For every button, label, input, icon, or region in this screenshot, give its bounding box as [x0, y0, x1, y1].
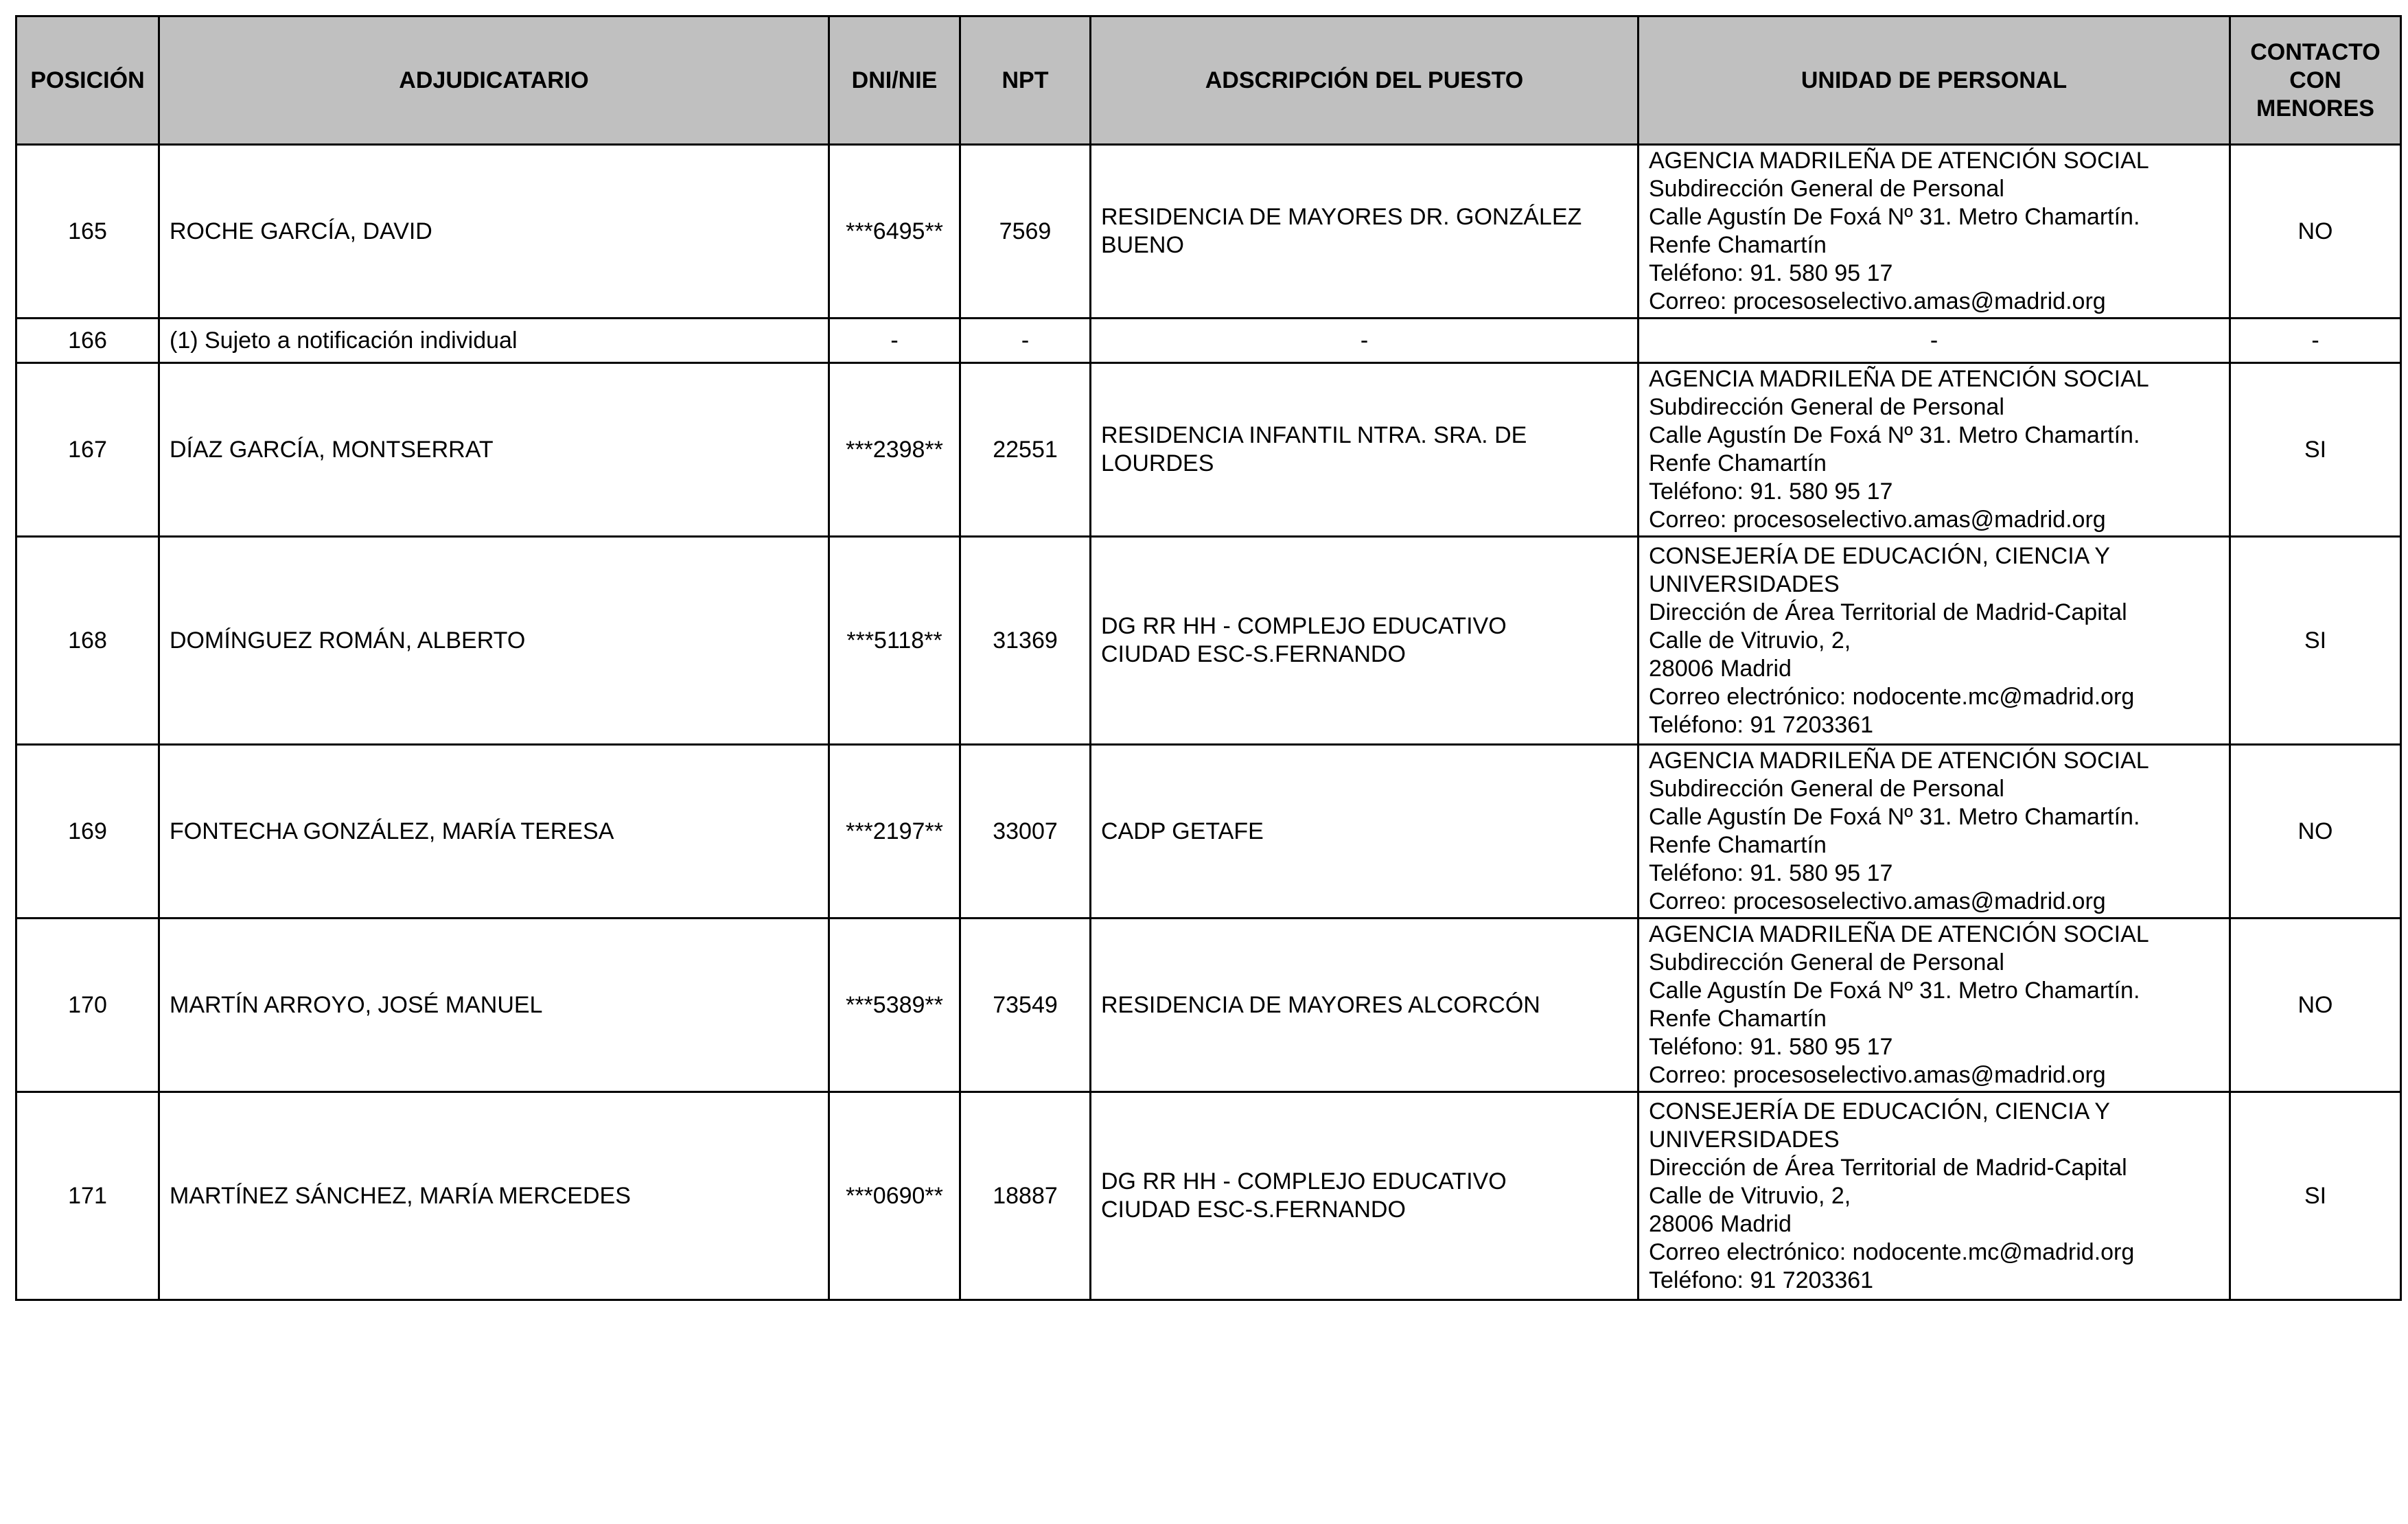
cell-line: Teléfono: 91 7203361: [1649, 711, 1874, 738]
cell-unidad: [1639, 919, 2230, 1092]
cell-line: Correo: procesoselectivo.amas@madrid.org: [1649, 288, 2106, 314]
cell-adjudicatario: (1) Sujeto a notificación individual: [159, 319, 829, 363]
table-row: [16, 363, 2401, 537]
cell-line: Calle de Vitruvio, 2,: [1649, 1182, 1851, 1209]
header-dni: DNI/NIE: [829, 16, 960, 145]
cell-posicion: 166: [16, 319, 159, 363]
cell-npt: 18887: [960, 1092, 1091, 1300]
cell-lines: [1101, 1168, 1628, 1224]
cell-line: Renfe Chamartín: [1649, 450, 1827, 476]
cell-contacto: NO: [2230, 745, 2401, 919]
cell-dni: ***2197**: [829, 745, 960, 919]
table-row: [16, 537, 2401, 745]
table-body: [16, 145, 2401, 1300]
cell-line: DG RR HH - COMPLEJO EDUCATIVO: [1101, 1168, 1507, 1194]
header-adjudicatario: ADJUDICATARIO: [159, 16, 829, 145]
cell-line: Dirección de Área Territorial de Madrid-Capital: [1649, 1154, 2127, 1181]
cell-line: Subdirección General de Personal: [1649, 949, 2004, 975]
cell-adscripcion: [1091, 1092, 1639, 1300]
table-row: [16, 919, 2401, 1092]
table-row: [16, 145, 2401, 319]
cell-line: Correo electrónico: nodocente.mc@madrid.org: [1649, 1238, 2135, 1265]
cell-adscripcion: [1091, 919, 1639, 1092]
cell-line: RESIDENCIA DE MAYORES DR. GONZÁLEZ: [1101, 204, 1582, 230]
header-contacto-line: CONTACTO: [2250, 38, 2381, 65]
cell-line: AGENCIA MADRILEÑA DE ATENCIÓN SOCIAL: [1649, 748, 2149, 774]
cell-line: UNIVERSIDADES: [1649, 570, 1840, 597]
header-row: [16, 16, 2401, 145]
cell-lines: [1101, 203, 1628, 259]
cell-line: Teléfono: 91 7203361: [1649, 1267, 1874, 1293]
cell-adjudicatario: ROCHE GARCÍA, DAVID: [159, 145, 829, 319]
cell-npt: 33007: [960, 745, 1091, 919]
cell-adscripcion: [1091, 319, 1639, 363]
cell-posicion: 170: [16, 919, 159, 1092]
header-contacto: [2230, 16, 2401, 145]
cell-line: AGENCIA MADRILEÑA DE ATENCIÓN SOCIAL: [1649, 921, 2149, 947]
cell-unidad: [1639, 537, 2230, 745]
cell-contacto: NO: [2230, 919, 2401, 1092]
table-row: [16, 319, 2401, 363]
cell-dni: ***2398**: [829, 363, 960, 537]
cell-line: BUENO: [1101, 232, 1184, 258]
cell-adjudicatario: DOMÍNGUEZ ROMÁN, ALBERTO: [159, 537, 829, 745]
cell-line: UNIVERSIDADES: [1649, 1126, 1840, 1153]
header-contacto-line: MENORES: [2256, 95, 2374, 122]
cell-line: Correo: procesoselectivo.amas@madrid.org: [1649, 507, 2106, 533]
cell-adjudicatario: MARTÍN ARROYO, JOSÉ MANUEL: [159, 919, 829, 1092]
cell-lines: [1649, 1098, 2219, 1295]
cell-lines: [1101, 818, 1628, 846]
cell-lines: [1101, 612, 1628, 669]
cell-line: DG RR HH - COMPLEJO EDUCATIVO: [1101, 613, 1507, 639]
cell-unidad: [1639, 745, 2230, 919]
cell-line: Teléfono: 91. 580 95 17: [1649, 260, 1893, 286]
cell-line: RESIDENCIA DE MAYORES ALCORCÓN: [1101, 991, 1540, 1018]
cell-lines: [1101, 422, 1628, 478]
cell-npt: 73549: [960, 919, 1091, 1092]
cell-line: Teléfono: 91. 580 95 17: [1649, 1034, 1893, 1060]
cell-adscripcion: [1091, 537, 1639, 745]
cell-lines: [1649, 147, 2219, 316]
cell-lines: [1101, 991, 1628, 1019]
cell-adjudicatario: DÍAZ GARCÍA, MONTSERRAT: [159, 363, 829, 537]
cell-line: Teléfono: 91. 580 95 17: [1649, 478, 1893, 505]
table-row: [16, 745, 2401, 919]
header-npt: NPT: [960, 16, 1091, 145]
cell-line: Subdirección General de Personal: [1649, 776, 2004, 802]
cell-line: Subdirección General de Personal: [1649, 394, 2004, 420]
cell-line: LOURDES: [1101, 450, 1214, 476]
cell-line: CONSEJERÍA DE EDUCACIÓN, CIENCIA Y: [1649, 542, 2110, 569]
cell-line: Teléfono: 91. 580 95 17: [1649, 860, 1893, 886]
header-contacto-line: CON: [2289, 67, 2341, 93]
cell-line: Renfe Chamartín: [1649, 1006, 1827, 1032]
cell-line: Correo: procesoselectivo.amas@madrid.org: [1649, 888, 2106, 914]
cell-unidad: [1639, 319, 2230, 363]
cell-adjudicatario: FONTECHA GONZÁLEZ, MARÍA TERESA: [159, 745, 829, 919]
cell-line: RESIDENCIA INFANTIL NTRA. SRA. DE: [1101, 422, 1527, 448]
cell-line: -: [1360, 327, 1369, 354]
cell-line: Correo: procesoselectivo.amas@madrid.org: [1649, 1062, 2106, 1088]
cell-lines: [1649, 327, 2219, 355]
cell-npt: 7569: [960, 145, 1091, 319]
header-adscripcion: ADSCRIPCIÓN DEL PUESTO: [1091, 16, 1639, 145]
cell-line: 28006 Madrid: [1649, 1210, 1792, 1237]
cell-line: Dirección de Área Territorial de Madrid-Capital: [1649, 599, 2127, 625]
cell-adscripcion: [1091, 145, 1639, 319]
cell-adjudicatario: MARTÍNEZ SÁNCHEZ, MARÍA MERCEDES: [159, 1092, 829, 1300]
cell-line: -: [1930, 327, 1938, 354]
cell-line: AGENCIA MADRILEÑA DE ATENCIÓN SOCIAL: [1649, 366, 2149, 392]
cell-line: Calle Agustín De Foxá Nº 31. Metro Chamartín.: [1649, 422, 2140, 448]
cell-npt: 22551: [960, 363, 1091, 537]
cell-dni: ***5389**: [829, 919, 960, 1092]
cell-contacto: SI: [2230, 537, 2401, 745]
cell-adscripcion: [1091, 745, 1639, 919]
table-row: [16, 1092, 2401, 1300]
cell-posicion: 168: [16, 537, 159, 745]
cell-contacto: SI: [2230, 363, 2401, 537]
cell-unidad: [1639, 145, 2230, 319]
cell-lines: [1649, 365, 2219, 534]
cell-contacto: SI: [2230, 1092, 2401, 1300]
cell-line: Calle Agustín De Foxá Nº 31. Metro Chamartín.: [1649, 204, 2140, 230]
cell-line: Calle Agustín De Foxá Nº 31. Metro Chamartín.: [1649, 978, 2140, 1004]
cell-line: Correo electrónico: nodocente.mc@madrid.org: [1649, 683, 2135, 710]
cell-posicion: 171: [16, 1092, 159, 1300]
cell-lines: [1649, 747, 2219, 916]
header-posicion: POSICIÓN: [16, 16, 159, 145]
cell-dni: ***0690**: [829, 1092, 960, 1300]
header-unidad: UNIDAD DE PERSONAL: [1639, 16, 2230, 145]
cell-lines: [1649, 542, 2219, 739]
cell-line: Renfe Chamartín: [1649, 232, 1827, 258]
cell-npt: -: [960, 319, 1091, 363]
cell-adscripcion: [1091, 363, 1639, 537]
cell-lines: [1101, 327, 1628, 355]
adjudication-table: [15, 15, 2402, 1301]
cell-line: 28006 Madrid: [1649, 655, 1792, 682]
cell-line: Calle Agustín De Foxá Nº 31. Metro Chamartín.: [1649, 804, 2140, 830]
cell-posicion: 167: [16, 363, 159, 537]
cell-posicion: 165: [16, 145, 159, 319]
cell-line: CIUDAD ESC-S.FERNANDO: [1101, 1197, 1406, 1223]
cell-unidad: [1639, 363, 2230, 537]
cell-line: Renfe Chamartín: [1649, 832, 1827, 858]
cell-posicion: 169: [16, 745, 159, 919]
cell-line: Calle de Vitruvio, 2,: [1649, 627, 1851, 654]
cell-line: Subdirección General de Personal: [1649, 176, 2004, 202]
cell-dni: ***5118**: [829, 537, 960, 745]
cell-dni: ***6495**: [829, 145, 960, 319]
cell-line: CONSEJERÍA DE EDUCACIÓN, CIENCIA Y: [1649, 1098, 2110, 1124]
cell-line: CIUDAD ESC-S.FERNANDO: [1101, 641, 1406, 667]
cell-unidad: [1639, 1092, 2230, 1300]
cell-dni: -: [829, 319, 960, 363]
cell-contacto: NO: [2230, 145, 2401, 319]
cell-npt: 31369: [960, 537, 1091, 745]
cell-line: CADP GETAFE: [1101, 818, 1264, 844]
cell-contacto: -: [2230, 319, 2401, 363]
cell-line: AGENCIA MADRILEÑA DE ATENCIÓN SOCIAL: [1649, 148, 2149, 174]
cell-lines: [1649, 921, 2219, 1089]
